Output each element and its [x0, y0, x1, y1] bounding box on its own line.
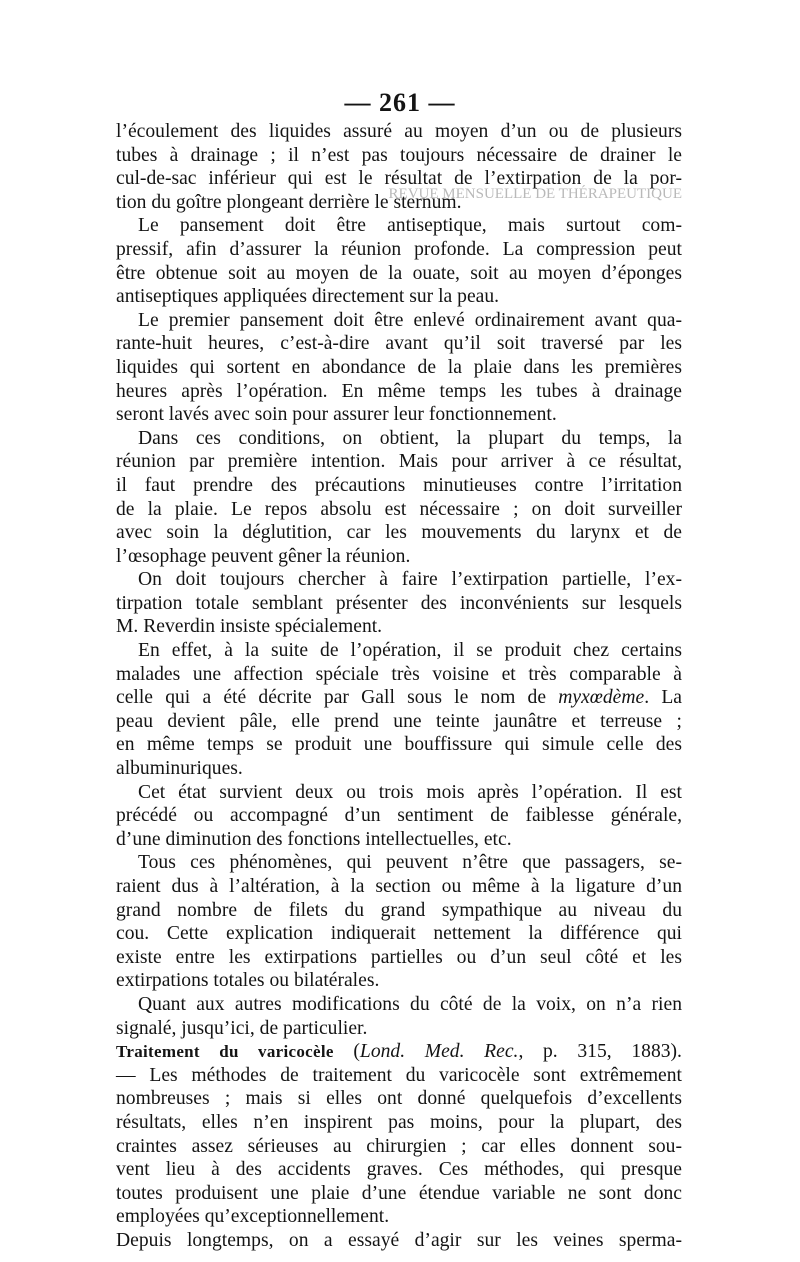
text-line: seront lavés avec soin pour assurer leur fonctionnement.: [116, 404, 557, 426]
text-line: extirpations totales ou bilatérales.: [116, 970, 380, 992]
text-line: heures après l’opération. En même temps les tubes à drainage: [116, 380, 682, 402]
text-line: cou. Cette explication indiquerait nettement la différence qui: [116, 923, 682, 945]
text-line: antiseptiques appliquées directement sur la peau.: [116, 286, 500, 308]
text-line: craintes assez sérieuses au chirurgien ; car elles donnent sou-: [116, 1135, 682, 1157]
text-line: tubes à drainage ; il n’est pas toujours nécessaire de drainer le: [116, 144, 682, 166]
text-line: il faut prendre des précautions minutieuses contre l’irritation: [116, 474, 682, 496]
text-line: liquides qui sortent en abondance de la plaie dans les premières: [116, 356, 682, 378]
text-line: Dans ces conditions, on obtient, la plupart du temps, la: [138, 427, 682, 449]
bleed-through-text: REVUE MENSUELLE DE THÉRAPEUTIQUE: [388, 186, 682, 202]
text-line: rante-huit heures, c’est-à-dire avant qu’il soit traversé par les: [116, 333, 682, 355]
text-line: tion du goître plongeant derrière le sternum.: [116, 191, 462, 213]
text-line: malades une affection spéciale très voisine et très comparable à: [116, 663, 682, 685]
text-line: En effet, à la suite de l’opération, il se produit chez certains: [138, 640, 682, 662]
text-line: albuminuriques.: [116, 758, 243, 780]
text-line: avec soin la déglutition, car les mouvements du larynx et de: [116, 522, 682, 544]
text-line: réunion par première intention. Mais pour arriver à ce résultat,: [116, 451, 682, 473]
text-line: l’écoulement des liquides assuré au moyen d’un ou de plusieurs: [116, 121, 682, 142]
reference: (Lond. Med. Rec., p. 315, 1883).: [333, 1041, 682, 1063]
text-line: peau devient pâle, elle prend une teinte jaunâtre et terreuse ;: [116, 710, 682, 732]
text-line: — Les méthodes de traitement du varicocèle sont extrêmement: [116, 1064, 682, 1086]
section-heading: Traitement du varicocèle: [116, 1042, 334, 1062]
text-line: précédé ou accompagné d’un sentiment de faiblesse générale,: [116, 805, 682, 827]
text-line: Le premier pansement doit être enlevé ordinairement avant qua-: [138, 309, 682, 331]
text-line: On doit toujours chercher à faire l’extirpation partielle, l’ex-: [138, 569, 682, 591]
text-line: cul-de-sac inférieur qui est le résultat de l’extirpation de la por-: [116, 168, 682, 190]
text-line: employées qu’exceptionnellement.: [116, 1206, 390, 1228]
text-line: Depuis longtemps, on a essayé d’agir sur les veines sperma-: [116, 1229, 682, 1251]
text-line: vent lieu à des accidents graves. Ces méthodes, qui presque: [116, 1159, 682, 1181]
body-text: [116, 120, 682, 1253]
text-line: tirpation totale semblant présenter des inconvénients sur lesquels: [116, 592, 682, 614]
text-line: existe entre les extirpations partielles ou d’un seul côté et les: [116, 946, 682, 968]
text-line: toutes produisent une plaie d’une étendue variable ne sont donc: [116, 1182, 682, 1204]
text-line: raient dus à l’altération, à la section ou même à la ligature d’un: [116, 876, 682, 897]
text-line: celle qui a été décrite par Gall sous le nom de myxœdème. La: [116, 687, 682, 709]
text-line: l’œsophage peuvent gêner la réunion.: [116, 545, 411, 567]
text-line: Tous ces phénomènes, qui peuvent n’être que passagers, se-: [138, 852, 682, 874]
text-line: nombreuses ; mais si elles ont donné quelquefois d’excellents: [116, 1088, 682, 1110]
page-number: — 261 —: [344, 88, 456, 117]
text-line: Le pansement doit être antiseptique, mais surtout com-: [138, 215, 682, 237]
text-line: d’une diminution des fonctions intellectuelles, etc.: [116, 828, 512, 850]
text-line: pressif, afin d’assurer la réunion profonde. La compression peut: [116, 238, 682, 260]
text-line: être obtenue soit au moyen de la ouate, soit au moyen d’éponges: [116, 262, 682, 284]
text-line: Cet état survient deux ou trois mois après l’opération. Il est: [138, 781, 682, 803]
text-line: résultats, elles n’en inspirent pas moins, pour la plupart, des: [116, 1111, 682, 1133]
text-line: signalé, jusqu’ici, de particulier.: [116, 1017, 368, 1039]
text-line: en même temps se produit une bouffissure qui simule celle des: [116, 734, 682, 756]
text-line: de la plaie. Le repos absolu est nécessaire ; on doit surveiller: [116, 498, 682, 520]
text-line: Quant aux autres modifications du côté de la voix, on n’a rien: [138, 993, 682, 1015]
text-line: [116, 1040, 682, 1064]
text-line: grand nombre de filets du grand sympathique au niveau du: [116, 899, 682, 921]
text-line: M. Reverdin insiste spécialement.: [116, 616, 383, 638]
